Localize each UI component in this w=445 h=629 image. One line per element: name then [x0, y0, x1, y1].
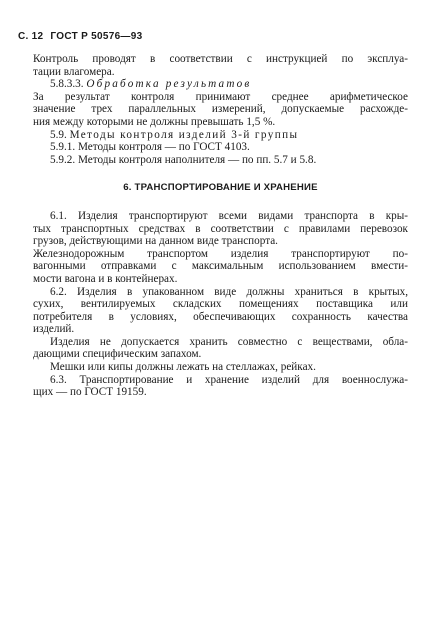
text-line: ния между которыми не должны превышать 1,5 %.	[33, 115, 276, 128]
text-line: 6.2. Изделия в упакованном виде должны храниться в крытых,	[50, 285, 408, 298]
subsection-number: 5.9.	[50, 128, 67, 141]
text-line: Контроль проводят в соответствии с инструкцией по эксплуа-	[33, 53, 408, 65]
text-line: 6.3. Транспортирование и хранение изделий для военнослужа-	[50, 373, 408, 386]
subsection-title: Обработка результатов	[86, 78, 252, 91]
text-line: щих — по ГОСТ 19159.	[33, 386, 147, 399]
text-line: За результат контроля принимают среднее арифметическое	[33, 90, 408, 103]
page-header	[18, 31, 142, 42]
text-line: дающими специфическим запахом.	[33, 348, 202, 361]
subsection-number: 5.8.3.3.	[50, 78, 84, 91]
text-line: тации влагомера.	[33, 65, 115, 78]
document-body	[33, 53, 408, 399]
text-line: потребителя в условиях, обеспечивающих сохранность качества	[33, 310, 408, 323]
text-line: Мешки или кипы должны лежать на стеллажах, рейках.	[50, 361, 316, 374]
subsection-heading	[33, 78, 408, 91]
subsection-title: Методы контроля изделий 3-й группы	[69, 128, 299, 141]
text-line: тых транспортных средствах в соответствии с правилами перевозок	[33, 222, 408, 235]
text-line: 6.1. Изделия транспортируют всеми видами транспорта в кры-	[50, 209, 408, 222]
text-line: 5.9.2. Методы контроля наполнителя — по пп. 5.7 и 5.8.	[50, 153, 317, 166]
subsection-heading	[33, 129, 408, 142]
text-line: значение трех параллельных измерений, допускаемые расхожде-	[33, 103, 408, 116]
text-line: Железнодорожным транспортом изделия транспортируют по-	[33, 247, 408, 260]
text-line: 5.9.1. Методы контроля — по ГОСТ 4103.	[50, 141, 250, 154]
page-number: С. 12	[18, 31, 44, 42]
standard-number: ГОСТ Р 50576—93	[50, 31, 143, 42]
text-line: грузов, действующими на данном виде транспорта.	[33, 235, 278, 248]
text-line: мости вагона и в контейнерах.	[33, 272, 178, 285]
text-line: Изделия не допускается хранить совместно с веществами, обла-	[50, 335, 408, 348]
text-line: изделий.	[33, 323, 75, 336]
section-heading: 6. ТРАНСПОРТИРОВАНИЕ И ХРАНЕНИЕ	[123, 182, 318, 194]
text-line: сухих, вентилируемых складских помещениях поставщика или	[33, 298, 408, 311]
text-line: вагонными отправками с максимальным использованием вмести-	[33, 260, 408, 273]
